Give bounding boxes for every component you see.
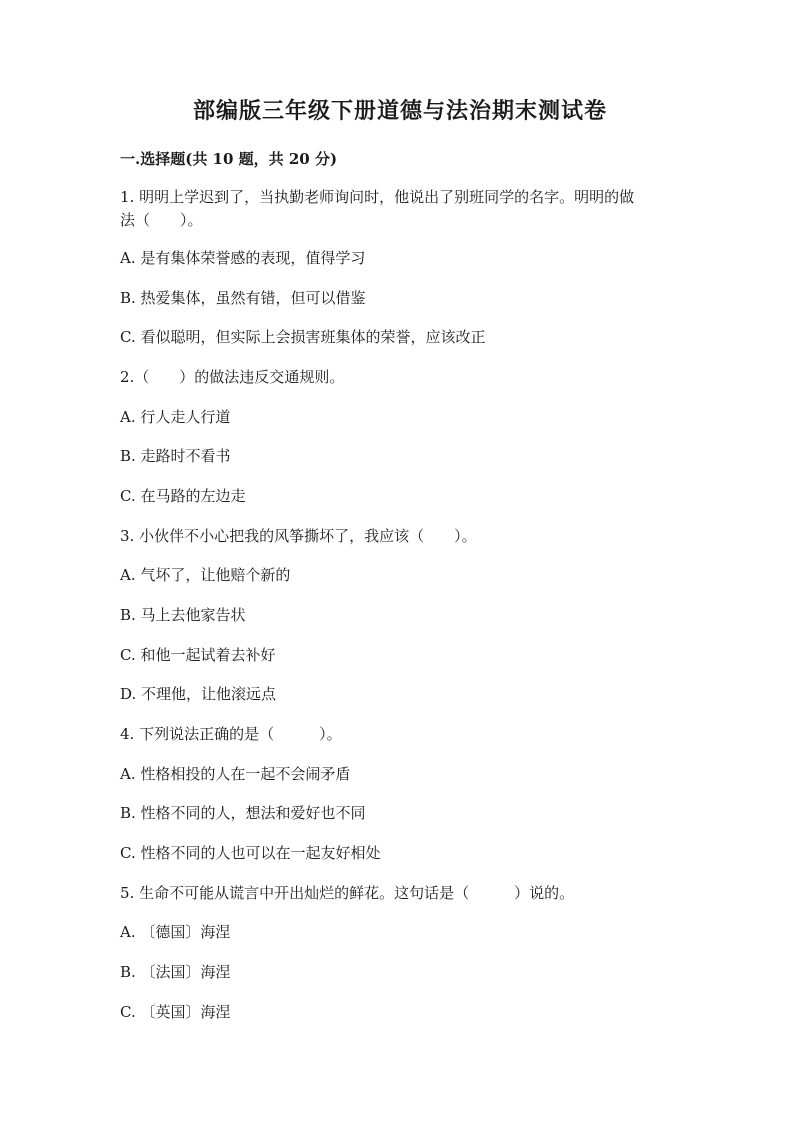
section-heading: 一.选择题(共 10 题，共 20 分) — [120, 150, 338, 168]
question-2-option-b: B. 走路时不看书 — [120, 447, 231, 465]
question-1-stem-line-1: 1. 明明上学迟到了，当执勤老师询问时，他说出了别班同学的名字。明明的做 — [120, 188, 635, 206]
question-4-stem: 4. 下列说法正确的是（ ）。 — [120, 725, 342, 743]
question-4-option-a: A. 性格相投的人在一起不会闹矛盾 — [120, 765, 351, 783]
question-5-stem: 5. 生命不可能从谎言中开出灿烂的鲜花。这句话是（ ）说的。 — [120, 884, 575, 902]
question-4-option-b: B. 性格不同的人，想法和爱好也不同 — [120, 804, 366, 822]
question-1-stem-line-2: 法（ ）。 — [120, 211, 203, 229]
question-5-option-c: C. 〔英国〕海涅 — [120, 1003, 231, 1021]
question-5-option-a: A. 〔德国〕海涅 — [120, 923, 231, 941]
question-3-option-d: D. 不理他，让他滚远点 — [120, 685, 277, 703]
question-1-option-a: A. 是有集体荣誉感的表现，值得学习 — [120, 249, 366, 267]
question-3-option-a: A. 气坏了，让他赔个新的 — [120, 566, 291, 584]
question-2-option-c: C. 在马路的左边走 — [120, 487, 246, 505]
question-3-stem: 3. 小伙伴不小心把我的风筝撕坏了，我应该（ ）。 — [120, 527, 477, 545]
question-5-option-b: B. 〔法国〕海涅 — [120, 963, 231, 981]
question-2-option-a: A. 行人走人行道 — [120, 408, 231, 426]
question-3-option-c: C. 和他一起试着去补好 — [120, 646, 276, 664]
question-4-option-c: C. 性格不同的人也可以在一起友好相处 — [120, 844, 381, 862]
question-2-stem: 2.（ ）的做法违反交通规则。 — [120, 368, 345, 386]
question-1-option-b: B. 热爱集体，虽然有错，但可以借鉴 — [120, 289, 366, 307]
question-1-option-c: C. 看似聪明，但实际上会损害班集体的荣誉，应该改正 — [120, 328, 486, 346]
page-title: 部编版三年级下册道德与法治期末测试卷 — [192, 98, 607, 124]
question-3-option-b: B. 马上去他家告状 — [120, 606, 246, 624]
